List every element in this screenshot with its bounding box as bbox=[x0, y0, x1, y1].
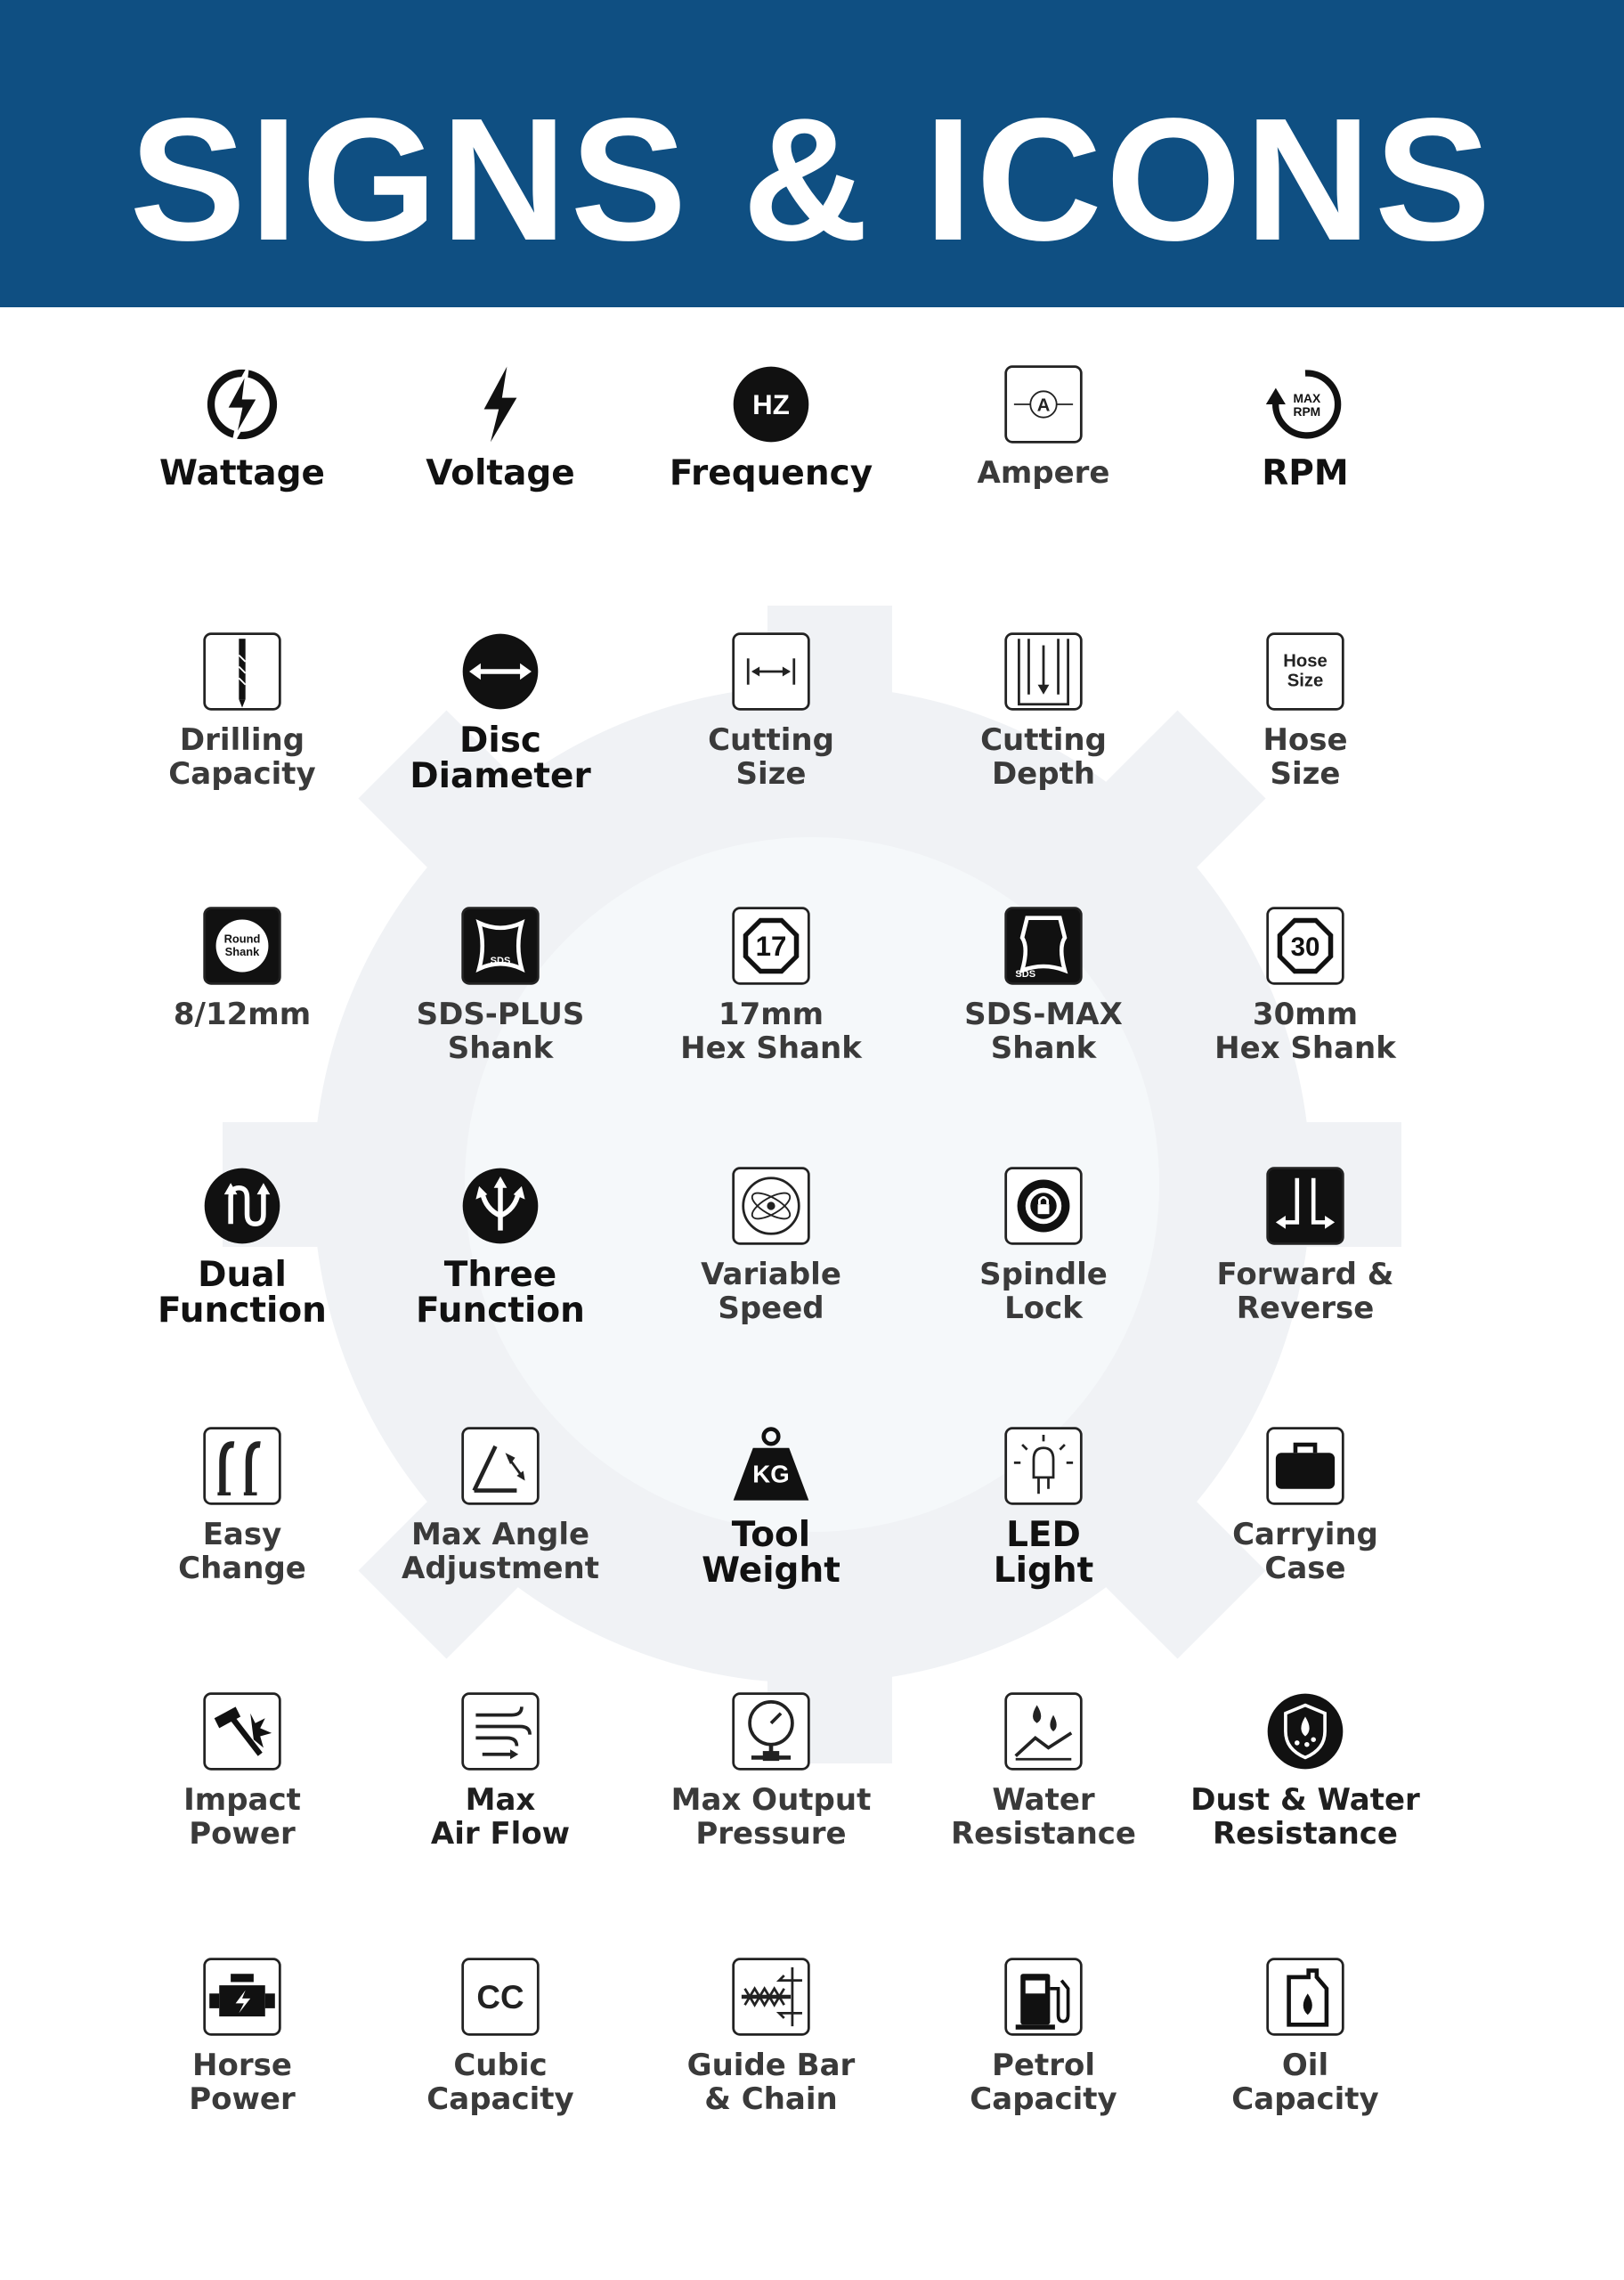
spindle-lock-icon bbox=[1003, 1165, 1084, 1247]
icon-label-line: Hex Shank bbox=[1214, 1030, 1396, 1066]
icon-tile-tool-weight bbox=[637, 1425, 905, 1639]
icon-label-line: Pressure bbox=[695, 1816, 847, 1852]
icon-label-line: Cutting bbox=[708, 722, 834, 758]
icon-tile-disc-diameter bbox=[367, 631, 634, 844]
three-function-icon bbox=[459, 1165, 541, 1247]
icon-label bbox=[620, 998, 922, 1065]
icon-label-line: Resistance bbox=[1213, 1816, 1398, 1852]
icon-tile-water-resistance bbox=[910, 1690, 1177, 1904]
icon-label-line: SDS-MAX bbox=[964, 997, 1123, 1032]
icon-label-line: Capacity bbox=[426, 2081, 574, 2117]
icon-label bbox=[892, 2048, 1195, 2116]
icon-tile-drilling-capacity bbox=[109, 631, 376, 844]
icon-label-line: Max Angle bbox=[410, 1517, 590, 1552]
icon-label bbox=[892, 1515, 1195, 1591]
icon-label-line: Power bbox=[189, 2081, 296, 2117]
icon-label bbox=[892, 723, 1195, 791]
icon-label-line: Impact bbox=[183, 1782, 301, 1818]
icon-tile-guide-bar bbox=[637, 1956, 905, 2170]
icon-label bbox=[349, 453, 652, 493]
easy-change-icon bbox=[201, 1425, 283, 1507]
svg-text:MAX: MAX bbox=[1293, 392, 1321, 406]
icon-tile-dust-water bbox=[1172, 1690, 1439, 1904]
icon-tile-8-12mm bbox=[109, 905, 376, 1119]
icon-label bbox=[620, 2048, 922, 2116]
icon-tile-dual-function bbox=[109, 1165, 376, 1379]
icon-label-line: Disc bbox=[459, 721, 542, 761]
icon-tile-cutting-depth bbox=[910, 631, 1177, 844]
icon-tile-forward-reverse bbox=[1172, 1165, 1439, 1379]
icon-label bbox=[892, 456, 1195, 490]
icon-label-line: Cutting bbox=[980, 722, 1107, 758]
cc-icon bbox=[459, 1956, 541, 2038]
icon-label bbox=[1154, 1518, 1457, 1585]
icon-label bbox=[1154, 1258, 1457, 1325]
svg-text:Size: Size bbox=[1287, 671, 1324, 691]
icon-label-line: LED bbox=[1006, 1515, 1081, 1555]
voltage-icon bbox=[459, 363, 541, 445]
icon-label bbox=[892, 998, 1195, 1065]
icon-label bbox=[349, 1518, 652, 1585]
icon-label-line: Carrying bbox=[1232, 1517, 1378, 1552]
dual-function-icon bbox=[201, 1165, 283, 1247]
icon-tile-easy-change bbox=[109, 1425, 376, 1639]
icon-label-line: Ampere bbox=[977, 455, 1110, 491]
disc-diameter-icon bbox=[459, 631, 541, 712]
icon-label-line: Frequency bbox=[669, 453, 873, 493]
icon-label-line: 30mm bbox=[1252, 997, 1359, 1032]
wattage-icon bbox=[201, 363, 283, 445]
icon-label bbox=[620, 723, 922, 791]
icon-label bbox=[620, 453, 922, 493]
icon-label bbox=[91, 453, 394, 493]
kg-weight-icon bbox=[730, 1425, 812, 1507]
icon-tile-impact-power bbox=[109, 1690, 376, 1904]
icon-label bbox=[1154, 453, 1457, 493]
icon-tile-oil-capacity bbox=[1172, 1956, 1439, 2170]
hex-30-icon bbox=[1264, 905, 1346, 987]
icon-label bbox=[620, 1515, 922, 1591]
cutting-depth-icon bbox=[1003, 631, 1084, 712]
petrol-pump-icon bbox=[1003, 1956, 1084, 2038]
page-title: SIGNS & ICONS bbox=[129, 82, 1495, 277]
icon-label-line: Shank bbox=[447, 1030, 554, 1066]
icon-tile-frequency bbox=[637, 363, 905, 577]
svg-text:HZ: HZ bbox=[752, 389, 790, 421]
icon-label-line: Oil bbox=[1281, 2048, 1329, 2083]
forward-reverse-icon bbox=[1264, 1165, 1346, 1247]
icon-tile-cubic-capacity bbox=[367, 1956, 634, 2170]
icon-label-line: Function bbox=[416, 1291, 585, 1331]
icon-label-line: Capacity bbox=[168, 756, 316, 792]
icon-label-line: Reverse bbox=[1236, 1291, 1375, 1326]
icon-tile-max-angle bbox=[367, 1425, 634, 1639]
icon-label-line: Voltage bbox=[426, 453, 575, 493]
icon-label-line: Weight bbox=[702, 1551, 840, 1591]
icon-tile-three-function bbox=[367, 1165, 634, 1379]
icon-label-line: Diameter bbox=[410, 756, 591, 796]
icon-label bbox=[892, 1258, 1195, 1325]
icon-label-line: Dual bbox=[198, 1255, 287, 1295]
sds-plus-icon bbox=[459, 905, 541, 987]
icon-label bbox=[91, 998, 394, 1031]
icon-label-line: SDS-PLUS bbox=[416, 997, 585, 1032]
ampere-icon bbox=[1003, 363, 1084, 445]
icon-tile-max-output-pressure bbox=[637, 1690, 905, 1904]
icon-label-line: Drilling bbox=[179, 722, 305, 758]
icon-label bbox=[91, 1255, 394, 1331]
icon-label-line: Depth bbox=[991, 756, 1096, 792]
icon-label-line: Lock bbox=[1004, 1291, 1083, 1326]
icon-label-line: Max bbox=[465, 1782, 536, 1818]
drill-bit-icon bbox=[201, 631, 283, 712]
hex-17-icon bbox=[730, 905, 812, 987]
guide-bar-chain-icon bbox=[730, 1956, 812, 2038]
icon-tile-petrol-capacity bbox=[910, 1956, 1177, 2170]
icon-label-line: Easy bbox=[202, 1517, 282, 1552]
icon-tile-carrying-case bbox=[1172, 1425, 1439, 1639]
icon-label bbox=[91, 723, 394, 791]
icon-tile-cutting-size bbox=[637, 631, 905, 844]
icon-label-line: Size bbox=[1270, 756, 1341, 792]
svg-text:SDS: SDS bbox=[490, 956, 511, 967]
icon-tile-30mm-hex bbox=[1172, 905, 1439, 1119]
icon-label-line: Variable bbox=[701, 1257, 841, 1292]
engine-icon bbox=[201, 1956, 283, 2038]
svg-text:17: 17 bbox=[755, 931, 787, 963]
svg-text:CC: CC bbox=[476, 1978, 524, 2015]
svg-text:Round: Round bbox=[223, 932, 261, 946]
icon-tile-led-light bbox=[910, 1425, 1177, 1639]
icon-label-line: & Chain bbox=[704, 2081, 838, 2117]
icon-tile-17mm-hex bbox=[637, 905, 905, 1119]
dust-water-shield-icon bbox=[1264, 1690, 1346, 1772]
icon-label bbox=[349, 2048, 652, 2116]
icon-label-line: Wattage bbox=[159, 453, 325, 493]
carrying-case-icon bbox=[1264, 1425, 1346, 1507]
icon-label-line: Adjustment bbox=[402, 1551, 599, 1586]
icon-label-line: Resistance bbox=[951, 1816, 1136, 1852]
hose-size-icon bbox=[1264, 631, 1346, 712]
icon-label-line: Speed bbox=[718, 1291, 824, 1326]
icon-label bbox=[91, 1518, 394, 1585]
cutting-size-icon bbox=[730, 631, 812, 712]
icon-label bbox=[892, 1783, 1195, 1851]
icon-label-line: Spindle bbox=[979, 1257, 1108, 1292]
icon-label-line: Hex Shank bbox=[680, 1030, 862, 1066]
icon-label-line: Function bbox=[158, 1291, 327, 1331]
icon-label-line: Dust & Water bbox=[1190, 1782, 1420, 1818]
impact-power-icon bbox=[201, 1690, 283, 1772]
icon-tile-sds-plus bbox=[367, 905, 634, 1119]
icon-tile-variable-speed bbox=[637, 1165, 905, 1379]
icon-label-line: Air Flow bbox=[430, 1816, 571, 1852]
icon-tile-spindle-lock bbox=[910, 1165, 1177, 1379]
air-flow-icon bbox=[459, 1690, 541, 1772]
icon-tile-sds-max bbox=[910, 905, 1177, 1119]
icon-label-line: Water bbox=[992, 1782, 1095, 1818]
icon-tile-horse-power bbox=[109, 1956, 376, 2170]
icon-label bbox=[1154, 998, 1457, 1065]
icon-label-line: RPM bbox=[1262, 453, 1349, 493]
icon-label bbox=[349, 723, 652, 794]
icon-tile-ampere bbox=[910, 363, 1177, 577]
icon-label bbox=[1154, 1783, 1457, 1851]
water-resistance-icon bbox=[1003, 1690, 1084, 1772]
icon-label-line: Change bbox=[178, 1551, 306, 1586]
icon-label bbox=[1154, 723, 1457, 791]
icon-label-line: Size bbox=[735, 756, 807, 792]
icon-label-line: Shank bbox=[990, 1030, 1097, 1066]
icon-label-line: Forward & bbox=[1216, 1257, 1394, 1292]
max-angle-icon bbox=[459, 1425, 541, 1507]
icon-label-line: Power bbox=[189, 1816, 296, 1852]
icon-tile-rpm bbox=[1172, 363, 1439, 577]
icon-label bbox=[349, 998, 652, 1065]
icon-label bbox=[349, 1783, 652, 1851]
icon-tile-voltage bbox=[367, 363, 634, 577]
svg-text:Shank: Shank bbox=[224, 945, 260, 959]
icon-label-line: Guide Bar bbox=[686, 2048, 856, 2083]
icon-tile-max-air-flow bbox=[367, 1690, 634, 1904]
icon-label-line: Max Output bbox=[670, 1782, 872, 1818]
icon-label-line: Three bbox=[443, 1255, 557, 1295]
frequency-icon bbox=[730, 363, 812, 445]
icon-tile-hose-size bbox=[1172, 631, 1439, 844]
svg-text:RPM: RPM bbox=[1293, 404, 1321, 419]
led-light-icon bbox=[1003, 1425, 1084, 1507]
round-shank-icon bbox=[201, 905, 283, 987]
pressure-gauge-icon bbox=[730, 1690, 812, 1772]
icon-label-line: Tool bbox=[731, 1515, 811, 1555]
icon-label bbox=[1154, 2048, 1457, 2116]
icon-label-line: 8/12mm bbox=[173, 997, 312, 1032]
icon-label-line: Cubic bbox=[453, 2048, 548, 2083]
icon-tile-wattage bbox=[109, 363, 376, 577]
icon-label-line: Hose bbox=[1263, 722, 1348, 758]
icon-label bbox=[620, 1783, 922, 1851]
sds-max-icon bbox=[1003, 905, 1084, 987]
icon-label-line: Light bbox=[993, 1551, 1094, 1591]
svg-text:30: 30 bbox=[1290, 932, 1320, 963]
rpm-icon bbox=[1264, 363, 1346, 445]
svg-text:Hose: Hose bbox=[1283, 651, 1328, 672]
icon-label-line: Horse bbox=[192, 2048, 292, 2083]
svg-text:A: A bbox=[1036, 395, 1051, 416]
icon-label bbox=[91, 2048, 394, 2116]
icon-label-line: Capacity bbox=[1231, 2081, 1379, 2117]
icon-label bbox=[620, 1258, 922, 1325]
variable-speed-icon bbox=[730, 1165, 812, 1247]
icon-label bbox=[349, 1255, 652, 1331]
icon-label-line: Case bbox=[1264, 1551, 1346, 1586]
svg-text:SDS: SDS bbox=[1015, 968, 1036, 980]
oil-bottle-icon bbox=[1264, 1956, 1346, 2038]
icon-label-line: Petrol bbox=[991, 2048, 1095, 2083]
icon-label-line: Capacity bbox=[970, 2081, 1117, 2117]
icon-label bbox=[91, 1783, 394, 1851]
icon-label-line: 17mm bbox=[718, 997, 824, 1032]
svg-text:KG: KG bbox=[752, 1460, 790, 1488]
